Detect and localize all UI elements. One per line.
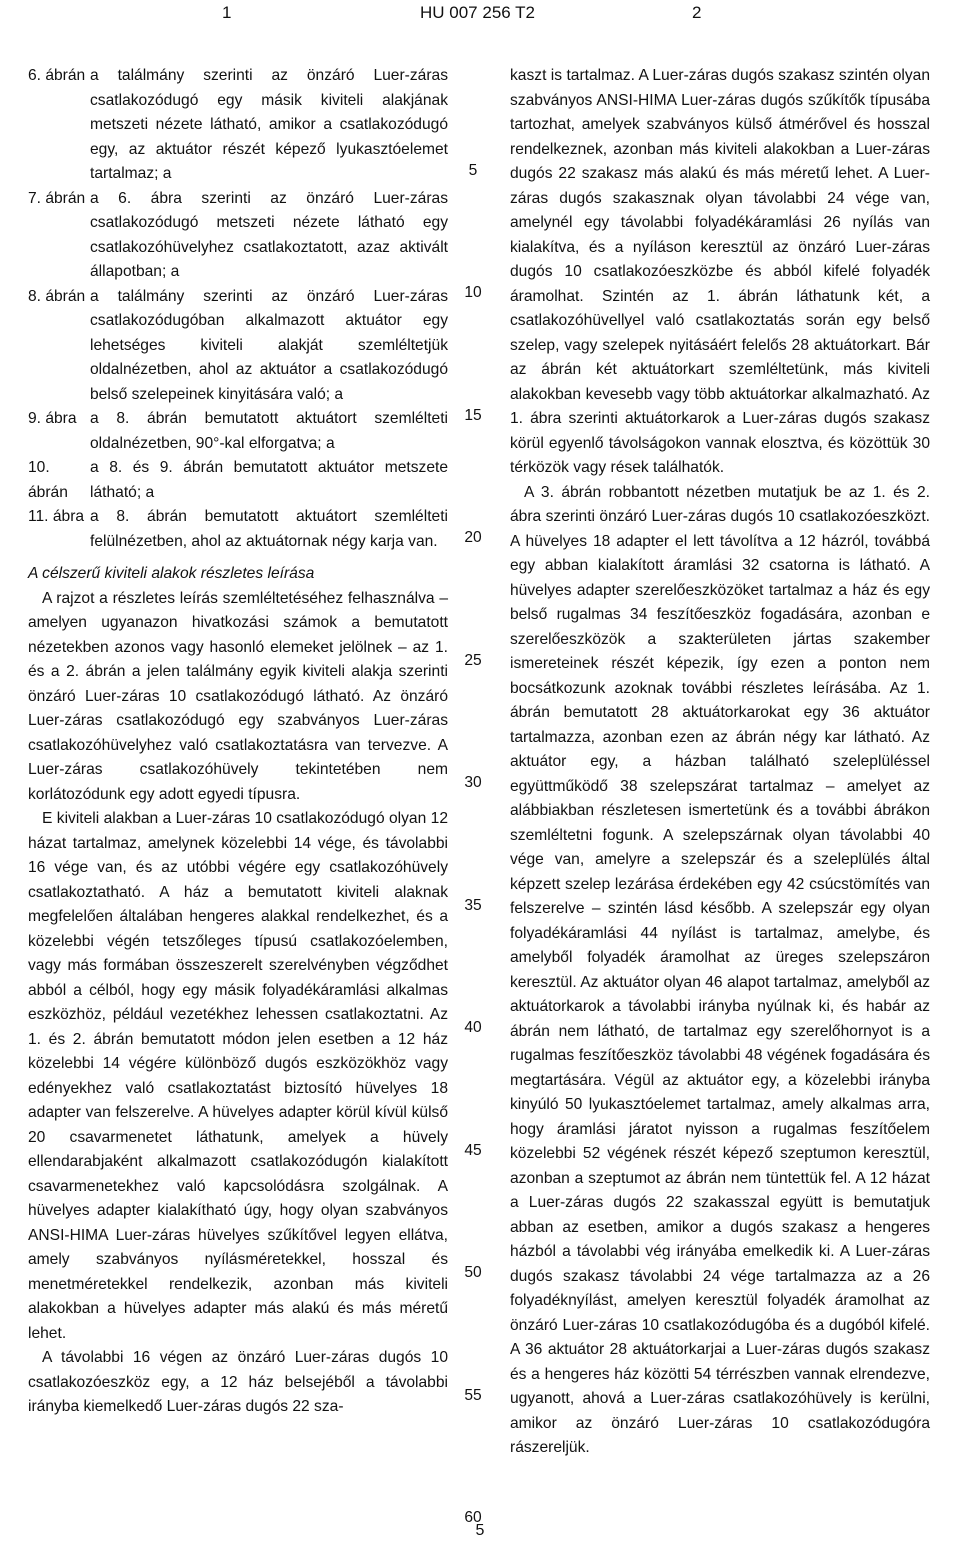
figure-description: a 6. ábra szerinti az önzáró Luer-záras csatlakozódugó metszeti nézete látható egy csatlakozóhüvelyhez csatlakoztatott, azaz aktivált állapotban; a [90, 189, 448, 280]
body-paragraph: A 3. ábrán robbantott nézetben mutatjuk be az 1. és 2. ábra szerinti önzáró Luer-záras dugós 10 csatlakozóeszközt. A hüvelyes 18 adapter el lett távolítva a 12 házról, továbbá egy abban kialakított áramlási 32 csatorna is látható. A hüvelyes adapter szerelőeszközöket tartalmaz a ház és egy belső rugalmas 34 feszítőeszköz fogadására, azonban e szerelőeszközök a szakterületen jártas szakember ismereteinek részét képezik, így ezen a ponton nem bocsátkozunk azoknak további részletes leírásába. Az 1. ábrán bemutatott 28 aktuátorkarokat egy 36 aktuátor tartalmazza, azonban ezen az ábrán négy kar látható. Az aktuátor egy, a házban található szeleplüléssel együttműködő 38 szelepszárat tartalmaz – amelyet az alábbiakban részletesen ismertetünk és a további ábrákon szemléltetni fogunk. A szelepszárnak olyan távolabbi 40 vége van, amelyre a szelepszár és a szeleplülés által képzett szelep lezárása érdekében egy 42 csúcstömítés van felszerelve – szintén lásd később. A szelepszár egy olyan folyadékáramlási 44 nyílást is tartalmaz, amelybe, és amelyből folyadék áramolhat az üreges szelepszáron keresztül. Az aktuátor olyan 46 alapot tartalmaz, amelyből az aktuátorkarok a távolabbi irányba nyúlnak ki, és habár az ábrán nem látható, de tartalmaz egy szerelőhornyot is a rugalmas feszítőeszköz távolabbi 48 végének fogadására és megtartására. Végül az aktuátor egy, a közelebbi irányba kinyúló 50 lyukasztóelemet tartalmaz, amely alkalmas arra, hogy áramlási járatot nyisson a rugalmas feszítőelem közelebbi 52 végének részét képező szeptumon keresztül, azonban a szeptumot az ábrán nem tüntettük fel. A 12 házat a Luer-záras dugós 22 szakasszal együtt is bemutatjuk abban az esetben, amikor a dugós szakasz a hengeres házból a távolabbi vég irányába emelkedik ki. A Luer-záras dugós szakasz távolabbi 24 vége tartalmazza az a 26 folyadéknyílást, amelyen keresztül folyadék áramolhat az önzáró Luer-záras 10 csatlakozódugóba és a dugóból kifelé. A 36 aktuátor 28 aktuátorkarjai a Luer-záras dugós szakasz és a hengeres ház közötti 54 térrészben vannak elrendezve, ugyanott, ahová a Luer-záras csatlakozóhüvely is kerülni, amikor az önzáró Luer-záras 10 csatlakozódugóra rászereljük. [510, 483, 930, 1456]
body-paragraph: E kiviteli alakban a Luer-záras 10 csatlakozódugó olyan 12 házat tartalmaz, amelynek közelebbi 14 vége, és távolabbi 16 vége van, és az utóbbi végére egy csatlakozóhüvely csatlakoztatható. A ház a bemutatott kiviteli alaknak megfelelően általában hengeres alakkal rendelkezhet, és a közelebbi végén tetszőleges típusú csatlakozóelemben, vagy más formában összeszerelt szerelvényben végződhet abból a célból, hogy egy másik folyadékáramlási alkalmas eszközhöz, például vezetékhez lehessen csatlakoztatni. Az 1. és 2. ábrán bemutatott módon jelen esetben a 12 ház közelebbi 14 végére különböző dugós eszközökhöz vagy edényekhez való csatlakoztatást biztosító hüvelyes 18 adapter van felszerelve. A hüvelyes adapter körül kívül külső 20 csavarmenetet láthatunk, amelyek a hüvely ellendarabjaként alkalmazott csatlakozódugón kialakított csavarmenetekhez való kapcsolódásra szolgálnak. A hüvelyes adapter kialakítható úgy, hogy olyan szabványos ANSI-HIMA Luer-záras hüvelyes szűkítővel legyen ellátva, amely szabványos nyílásméretekkel, hosszal és menetméretekkel rendelkezik, azonban más kiviteli alakokban a hüvelyes adapter más alakú és más méretű lehet. [28, 810, 448, 1342]
figure-list-item [28, 285, 448, 408]
line-number: 20 [464, 529, 482, 546]
line-number: 30 [464, 774, 482, 791]
line-number: 55 [464, 1387, 482, 1404]
page-number: 5 [475, 1522, 485, 1539]
figure-description: a 8. és 9. ábrán bemutatott aktuátor metszete látható; a [90, 459, 448, 501]
figure-description: a találmány szerinti az önzáró Luer-záras csatlakozódugó egy másik kiviteli alakjának metszeti nézete látható, amikor a csatlakozódugó egy, az aktuátor részét képező lyukasztóelemet tartalmaz; a [90, 67, 448, 182]
figure-description: a 8. ábrán bemutatott aktuátort szemlélteti felülnézetben, ahol az aktuátornak négy karja van. [90, 508, 448, 550]
line-number: 40 [464, 1019, 482, 1036]
figure-ref: 6. ábrán [28, 67, 86, 84]
line-number: 15 [464, 407, 482, 424]
figure-description: a találmány szerinti az önzáró Luer-záras csatlakozódugóban alkalmazott aktuátor egy lehetséges kiviteli alakját szemléltetjük oldalnézetben, ahol az aktuátor a csatlakozódugó belső szelepeinek kinyitására való; a [90, 287, 448, 403]
figure-list-item [28, 407, 448, 456]
figure-description: a 8. ábrán bemutatott aktuátort szemlélteti oldalnézetben, 90°-kal elforgatva; a [90, 410, 448, 452]
line-number: 60 [464, 1509, 482, 1526]
header-left-number: 1 [222, 3, 232, 22]
figure-ref: 9. ábra [28, 410, 77, 427]
header-right-number: 2 [692, 3, 702, 22]
line-number: 5 [468, 162, 478, 179]
figure-list-item [28, 64, 448, 187]
patent-number: HU 007 256 T2 [420, 3, 535, 22]
figure-ref: 7. ábrán [28, 189, 86, 207]
line-number: 50 [464, 1264, 482, 1281]
page-header [0, 0, 960, 30]
figure-ref: 11. ábra [28, 508, 85, 525]
line-number: 35 [464, 897, 482, 914]
figure-list-item [28, 505, 448, 554]
body-paragraph: kaszt is tartalmaz. A Luer-záras dugós szakasz szintén olyan szabványos ANSI-HIMA Luer-záras dugós szűkítők típusába tartozhat, amelyek szabványos külső átmérővel és hosszal rendelkeznek, azonban más kiviteli alakokban a Luer-záras dugós 22 szakasz más alakú és más méretű lehet. A Luer-záras dugós szakasznak olyan távolabbi 24 vége van, amelynél egy távolabbi folyadékáramlási 26 nyílás van kialakítva, és a nyíláson keresztül az önzáró Luer-záras dugós 10 csatlakozóeszközbe és abból kifelé folyadék áramolhat. Szintén az 1. ábrán láthatunk két, a csatlakozóhüvellyel való csatlakoztatás során egy belső szelep, vagy szelepek nyitásáért felelős 28 aktuátorkart. Bár az ábrán két aktuátorkart szemléltetünk, más kiviteli alakokban kevesebb vagy több aktuátorkar alkalmazható. Az 1. ábra szerinti aktuátorkarok a Luer-záras dugós szakasz körül egyenlő távolságokon vannak elosztva, és közöttük 30 térközök vagy rések találhatók. [510, 67, 930, 476]
figure-list-item [28, 187, 448, 285]
body-paragraph: A rajzot a részletes leírás szemléltetéséhez felhasználva – amelyen ugyanazon hivatkozási számok a bemutatott nézetekben azonos vagy hasonló elemeket jelölnek – az 1. és a 2. ábrán a jelen találmány egyik kiviteli alakja szerinti önzáró Luer-záras 10 csatlakozódugó látható. Az önzáró Luer-záras csatlakozódugó egy szabványos Luer-záras csatlakozóhüvelyhez való csatlakoztatásra van tervezve. A Luer-záras csatlakozóhüvely tekintetében nem korlátozódunk egy adott egyedi típusra. [28, 589, 448, 803]
right-column [510, 64, 930, 1461]
figure-list-item [28, 456, 448, 505]
line-number: 10 [464, 284, 482, 301]
left-column [28, 64, 448, 1420]
figure-list [28, 64, 448, 554]
section-heading: A célszerű kiviteli alakok részletes leírása [28, 565, 315, 582]
figure-ref: 10. ábrán [28, 459, 68, 501]
line-number: 45 [464, 1142, 482, 1159]
body-paragraph: A távolabbi 16 végen az önzáró Luer-záras dugós 10 csatlakozóeszköz egy, a 12 ház belsejéből a távolabbi irányba kiemelkedő Luer-záras dugós 22 sza- [28, 1349, 448, 1415]
line-number: 25 [464, 652, 482, 669]
figure-ref: 8. ábrán [28, 287, 86, 305]
